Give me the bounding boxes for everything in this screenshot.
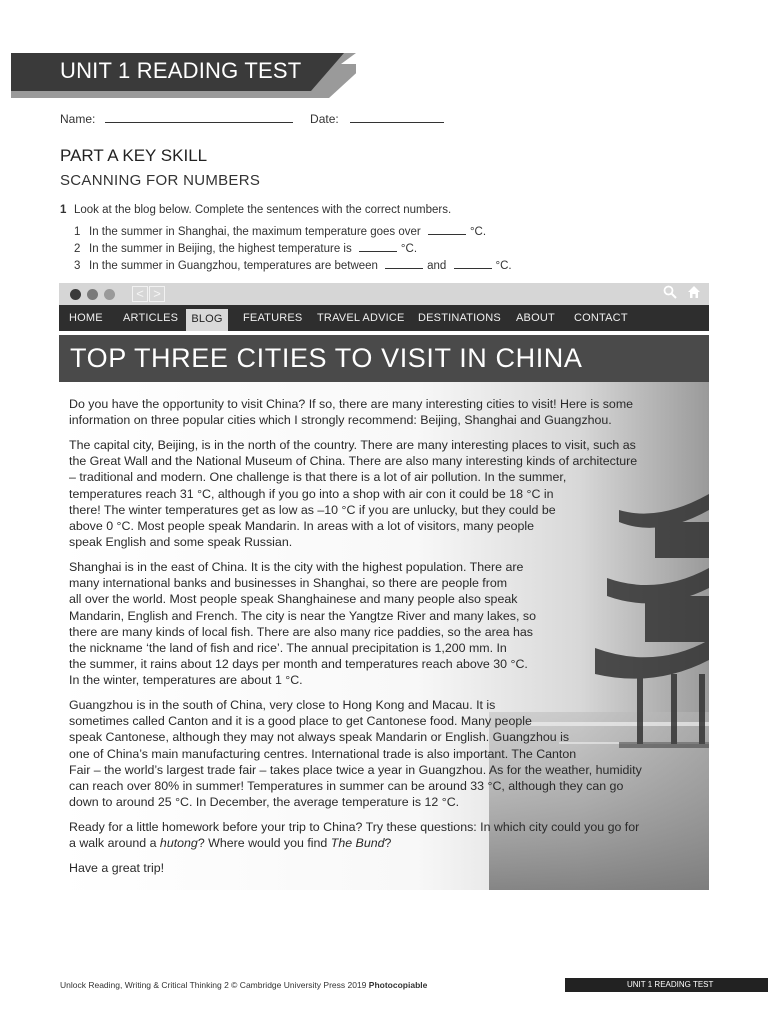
item-number: 2 (74, 243, 81, 255)
homework-text: ? Where would you find (197, 836, 331, 851)
article-hero (59, 335, 709, 382)
menu-item-destinations[interactable]: DESTINATIONS (418, 312, 501, 324)
menu-item-articles[interactable]: ARTICLES (123, 312, 179, 324)
forward-button[interactable]: > (149, 286, 165, 302)
paragraph-shanghai: Shanghai is in the east of China. It is the city with the highest population. There are many international banks and businesses in Shanghai, so there are people from all over the world. Most people speak Shanghainese and many people also speak Mandarin, English and French. The city is near the Yangtze River and many lakes, so there are many kinds of local fish. There are also many rice paddies, so the area has the nickname ‘the land of fish and rice’. The annual precipitation is 1,200 mm. In the summer, it rains about 12 days per month and temperatures reach above 30 °C. In the winter, temperatures are about 1 °C. (69, 560, 536, 688)
article-title: TOP THREE CITIES TO VISIT IN CHINA (70, 343, 583, 373)
question-instruction: Look at the blog below. Complete the sentences with the correct numbers. (74, 204, 452, 216)
footer-copyright: Unlock Reading, Writing & Critical Thinking 2 © Cambridge University Press 2019 (60, 980, 367, 990)
question-instruction-row (60, 204, 451, 216)
menu-item-home[interactable]: HOME (69, 312, 103, 324)
menu-item-travel-advice[interactable]: TRAVEL ADVICE (317, 312, 405, 324)
browser-toolbar (59, 283, 709, 305)
item-and: and (427, 260, 447, 272)
menu-item-blog[interactable]: BLOG (186, 309, 228, 331)
question-item (74, 241, 512, 258)
paragraph-homework (69, 819, 639, 851)
item-number: 3 (74, 260, 81, 272)
home-icon[interactable] (687, 285, 701, 302)
menu-item-about[interactable]: ABOUT (516, 312, 555, 324)
item-text: In the summer in Beijing, the highest temperature is (89, 243, 352, 255)
part-subtitle: SCANNING FOR NUMBERS (60, 172, 261, 189)
search-icon[interactable] (663, 285, 677, 302)
back-button[interactable]: < (132, 286, 148, 302)
blog-menu-bar (59, 305, 709, 331)
item-number: 1 (74, 226, 81, 238)
answer-blank[interactable] (359, 241, 397, 252)
homework-text: ? (384, 836, 392, 851)
question-number: 1 (60, 204, 67, 216)
unit-banner (11, 53, 356, 98)
question-items (74, 224, 512, 275)
window-dot-icon[interactable] (70, 289, 81, 300)
question-item (74, 258, 512, 275)
name-label: Name: (60, 112, 96, 126)
footer-unit-label: UNIT 1 READING TEST (565, 978, 768, 992)
item-unit: °C. (495, 260, 512, 272)
unit-title: UNIT 1 READING TEST (60, 58, 302, 83)
menu-item-features[interactable]: FEATURES (243, 312, 303, 324)
window-dot-icon[interactable] (104, 289, 115, 300)
homework-line-1: Ready for a little homework before your trip to China? Try these questions: In which city could you go for (69, 820, 640, 834)
item-text: In the summer in Shanghai, the maximum temperature goes over (89, 226, 421, 238)
paragraph-beijing: The capital city, Beijing, is in the north of the country. There are many interesting places to visit, such as the Great Wall and the National Museum of China. There are also many interesting kinds of architecture – traditional and modern. One challenge is that there is a lot of air pollution. In the summer, temperatures reach 31 °C, although if you go into a shop with air con it could be 18 °C in there! The winter temperatures get as low as –10 °C if you are unlucky, but they could be above 0 °C. Most people speak Mandarin. In areas with a lot of visitors, many people speak English and some speak Russian. (69, 438, 638, 550)
date-label: Date: (310, 112, 339, 126)
item-unit: °C. (400, 243, 418, 255)
name-field[interactable] (105, 111, 293, 123)
article-body (59, 382, 709, 890)
the-bund-term: The Bund (330, 836, 385, 851)
item-text: In the summer in Guangzhou, temperatures are between (89, 260, 378, 272)
item-unit: °C. (469, 226, 487, 238)
answer-blank[interactable] (428, 224, 466, 235)
window-dot-icon[interactable] (87, 289, 98, 300)
answer-blank[interactable] (385, 258, 423, 269)
footer-photocopiable: Photocopiable (368, 980, 428, 990)
hutong-term: hutong (159, 836, 198, 851)
answer-blank[interactable] (454, 258, 492, 269)
blog-browser-window (59, 283, 709, 890)
paragraph-guangzhou: Guangzhou is in the south of China, very close to Hong Kong and Macau. It is sometimes called Canton and it is a good place to get Cantonese food. Many people speak Cantonese, although they may not always speak Mandarin or English. Guangzhou is one of China’s main manufacturing centres. International trade is also important. The Canton Fair – the world’s largest trade fair – takes place twice a year in Guangzhou. As for the weather, humidity can reach over 80% in summer! Temperatures in summer can be around 33 °C, although they can go down to around 25 °C. In December, the average temperature is 12 °C. (69, 698, 642, 810)
menu-item-contact[interactable]: CONTACT (574, 312, 628, 324)
paragraph-intro: Do you have the opportunity to visit China? If so, there are many interesting cities to visit! Here is some information on three popular cities which I strongly recommend: Beijing, Shanghai and Guangzhou. (69, 397, 634, 428)
part-title: PART A KEY SKILL (60, 146, 208, 165)
date-field[interactable] (350, 111, 444, 123)
question-item (74, 224, 512, 241)
name-date-row (60, 111, 444, 126)
footer-credit (60, 980, 427, 990)
paragraph-signoff: Have a great trip! (69, 861, 165, 875)
homework-text: a walk around a (69, 836, 160, 851)
